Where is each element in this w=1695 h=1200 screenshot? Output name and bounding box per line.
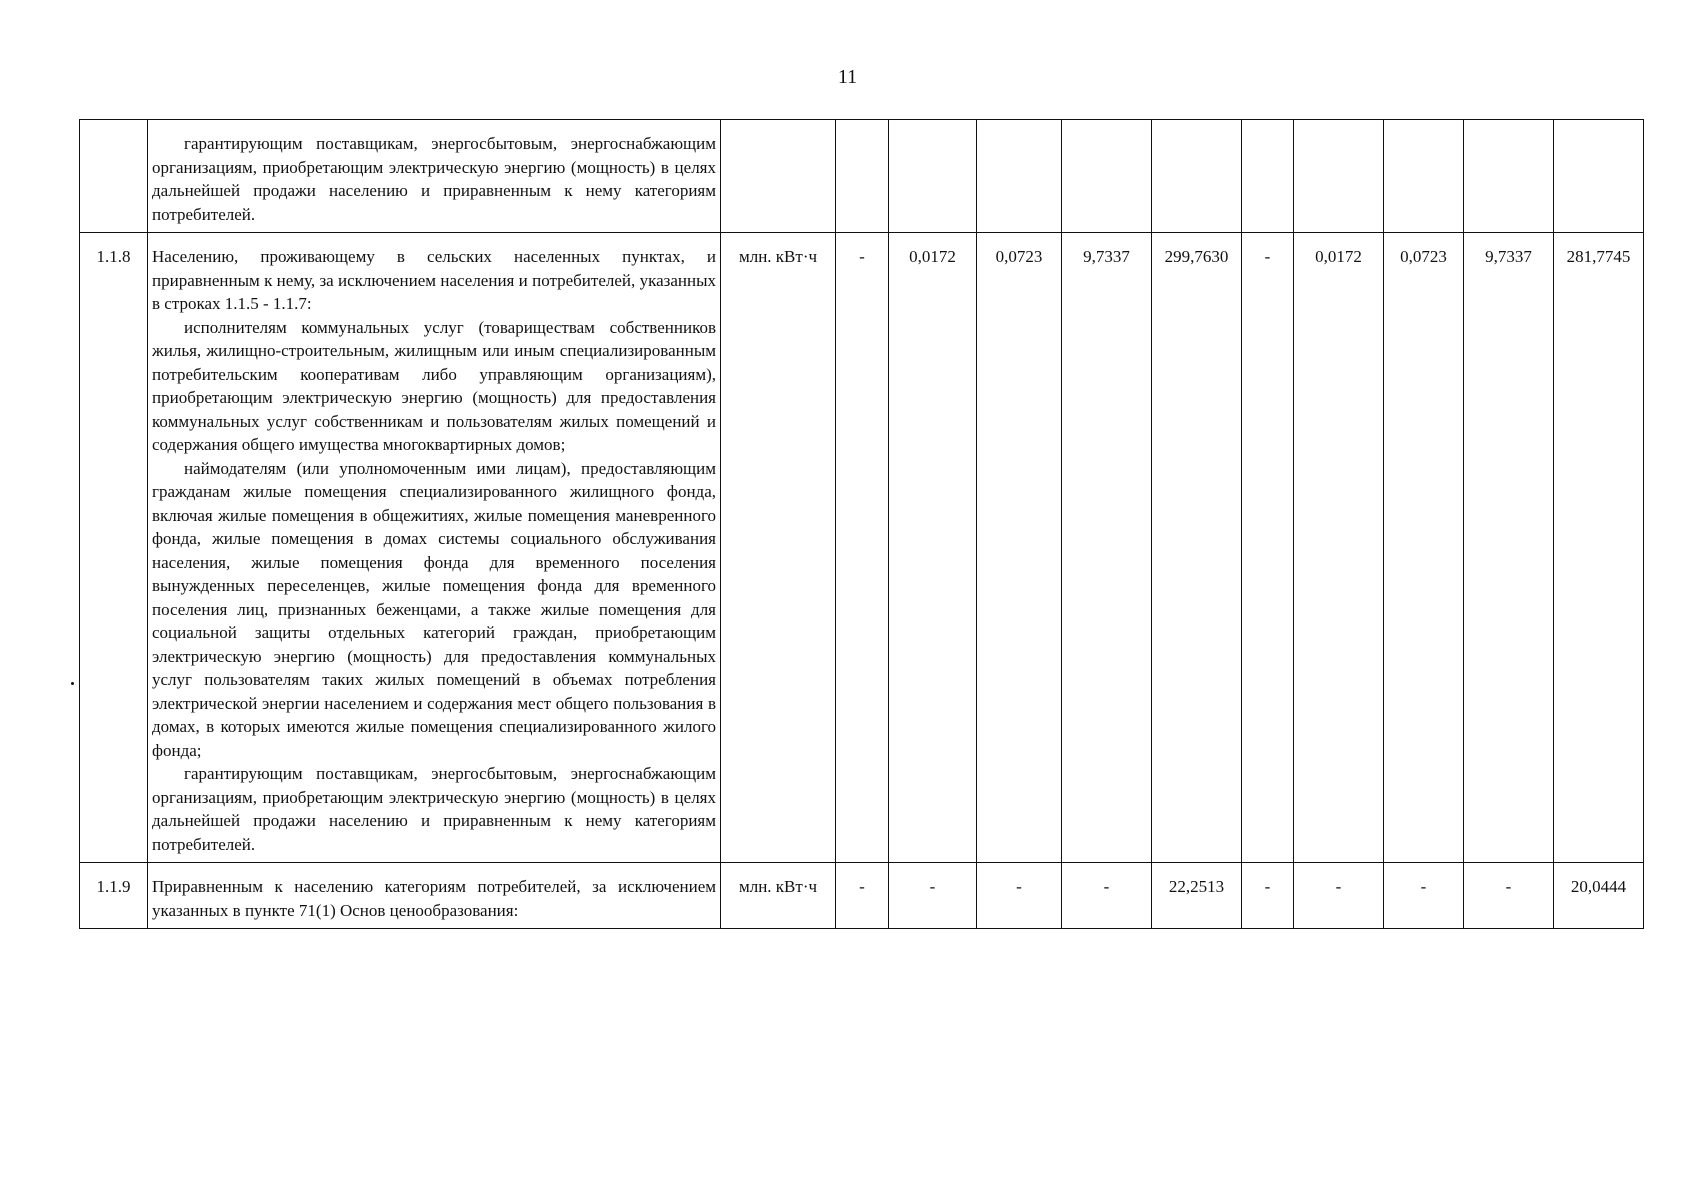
value-cell [1554, 120, 1644, 233]
value-cell: 22,2513 [1152, 863, 1242, 929]
table-body [80, 120, 1644, 929]
row-code-cell: 1.1.8 [80, 233, 148, 863]
row-unit-cell [721, 120, 836, 233]
description-paragraph: Населению, проживающему в сельских населенных пунктах, и приравненным к нему, за исключением населения и потребителей, указанных в строках 1.1.5 - 1.1.7: [152, 247, 716, 313]
value-cell: - [836, 863, 889, 929]
value-cell: 0,0172 [889, 233, 977, 863]
row-description-cell [148, 233, 721, 863]
value-cell: - [1294, 863, 1384, 929]
value-cell [836, 120, 889, 233]
value-cell: 0,0723 [977, 233, 1062, 863]
value-cell [1152, 120, 1242, 233]
row-description-cell [148, 863, 721, 929]
value-cell [1384, 120, 1464, 233]
table-row-1-1-8 [80, 233, 1644, 863]
value-cell: - [1384, 863, 1464, 929]
row-code-cell: 1.1.9 [80, 863, 148, 929]
description-paragraph: наймодателям (или уполномоченным ими лицам), предоставляющим гражданам жилые помещения специализированного жилищного фонда, включая жилые помещения в общежитиях, жилые помещения маневренного фонда, жилые помещения в домах системы социального обслуживания населения, жилые помещения фонда для временного поселения вынужденных переселенцев, жилые помещения фонда для временного поселения лиц, признанных беженцами, а также жилые помещения для социальной защиты отдельных категорий граждан, приобретающим электрическую энергию (мощность) для предоставления коммунальных услуг пользователям таких жилых помещений в объемах потребления электрической энергии населением и содержания мест общего пользования в домах, в которых имеются жилые помещения специализированного жилого фонда; [152, 458, 716, 760]
value-cell: - [1464, 863, 1554, 929]
value-cell [1294, 120, 1384, 233]
row-unit-cell: млн. кВт·ч [721, 863, 836, 929]
table-row-1-1-9 [80, 863, 1644, 929]
value-cell: - [1242, 233, 1294, 863]
value-cell [889, 120, 977, 233]
value-cell [977, 120, 1062, 233]
description-paragraph: исполнителям коммунальных услуг (товариществам собственников жилья, жилищно-строительным, жилищным или иным специализированным потребительским кооперативам либо управляющим организациям), приобретающим электрическую энергию (мощность) для предоставления коммунальных услуг собственникам и пользователям жилых помещений и содержания общего имущества многоквартирных домов; [152, 317, 716, 454]
value-cell [1464, 120, 1554, 233]
value-cell: - [836, 233, 889, 863]
description-paragraph: гарантирующим поставщикам, энергосбытовым, энергоснабжающим организациям, приобретающим электрическую энергию (мощность) в целях дальнейшей продажи населению и приравненным к нему категориям потребителей. [152, 134, 716, 224]
table-row-continuation [80, 120, 1644, 233]
value-cell: 0,0172 [1294, 233, 1384, 863]
row-description-cell [148, 120, 721, 233]
value-cell: 20,0444 [1554, 863, 1644, 929]
value-cell: - [1242, 863, 1294, 929]
value-cell: 9,7337 [1464, 233, 1554, 863]
value-cell: - [977, 863, 1062, 929]
value-cell: - [889, 863, 977, 929]
value-cell: 0,0723 [1384, 233, 1464, 863]
description-paragraph: гарантирующим поставщикам, энергосбытовым, энергоснабжающим организациям, приобретающим электрическую энергию (мощность) в целях дальнейшей продажи населению и приравненным к нему категориям потребителей. [152, 764, 716, 854]
value-cell: 299,7630 [1152, 233, 1242, 863]
value-cell: - [1062, 863, 1152, 929]
page-number: 11 [837, 66, 858, 88]
description-paragraph: Приравненным к населению категориям потребителей, за исключением указанных в пункте 71(1) Основ ценообразования: [152, 877, 716, 920]
value-cell [1242, 120, 1294, 233]
value-cell: 9,7337 [1062, 233, 1152, 863]
tariff-balance-table [79, 119, 1644, 929]
value-cell: 281,7745 [1554, 233, 1644, 863]
row-code-cell [80, 120, 148, 233]
scan-dot-mark [71, 682, 74, 685]
value-cell [1062, 120, 1152, 233]
row-unit-cell: млн. кВт·ч [721, 233, 836, 863]
